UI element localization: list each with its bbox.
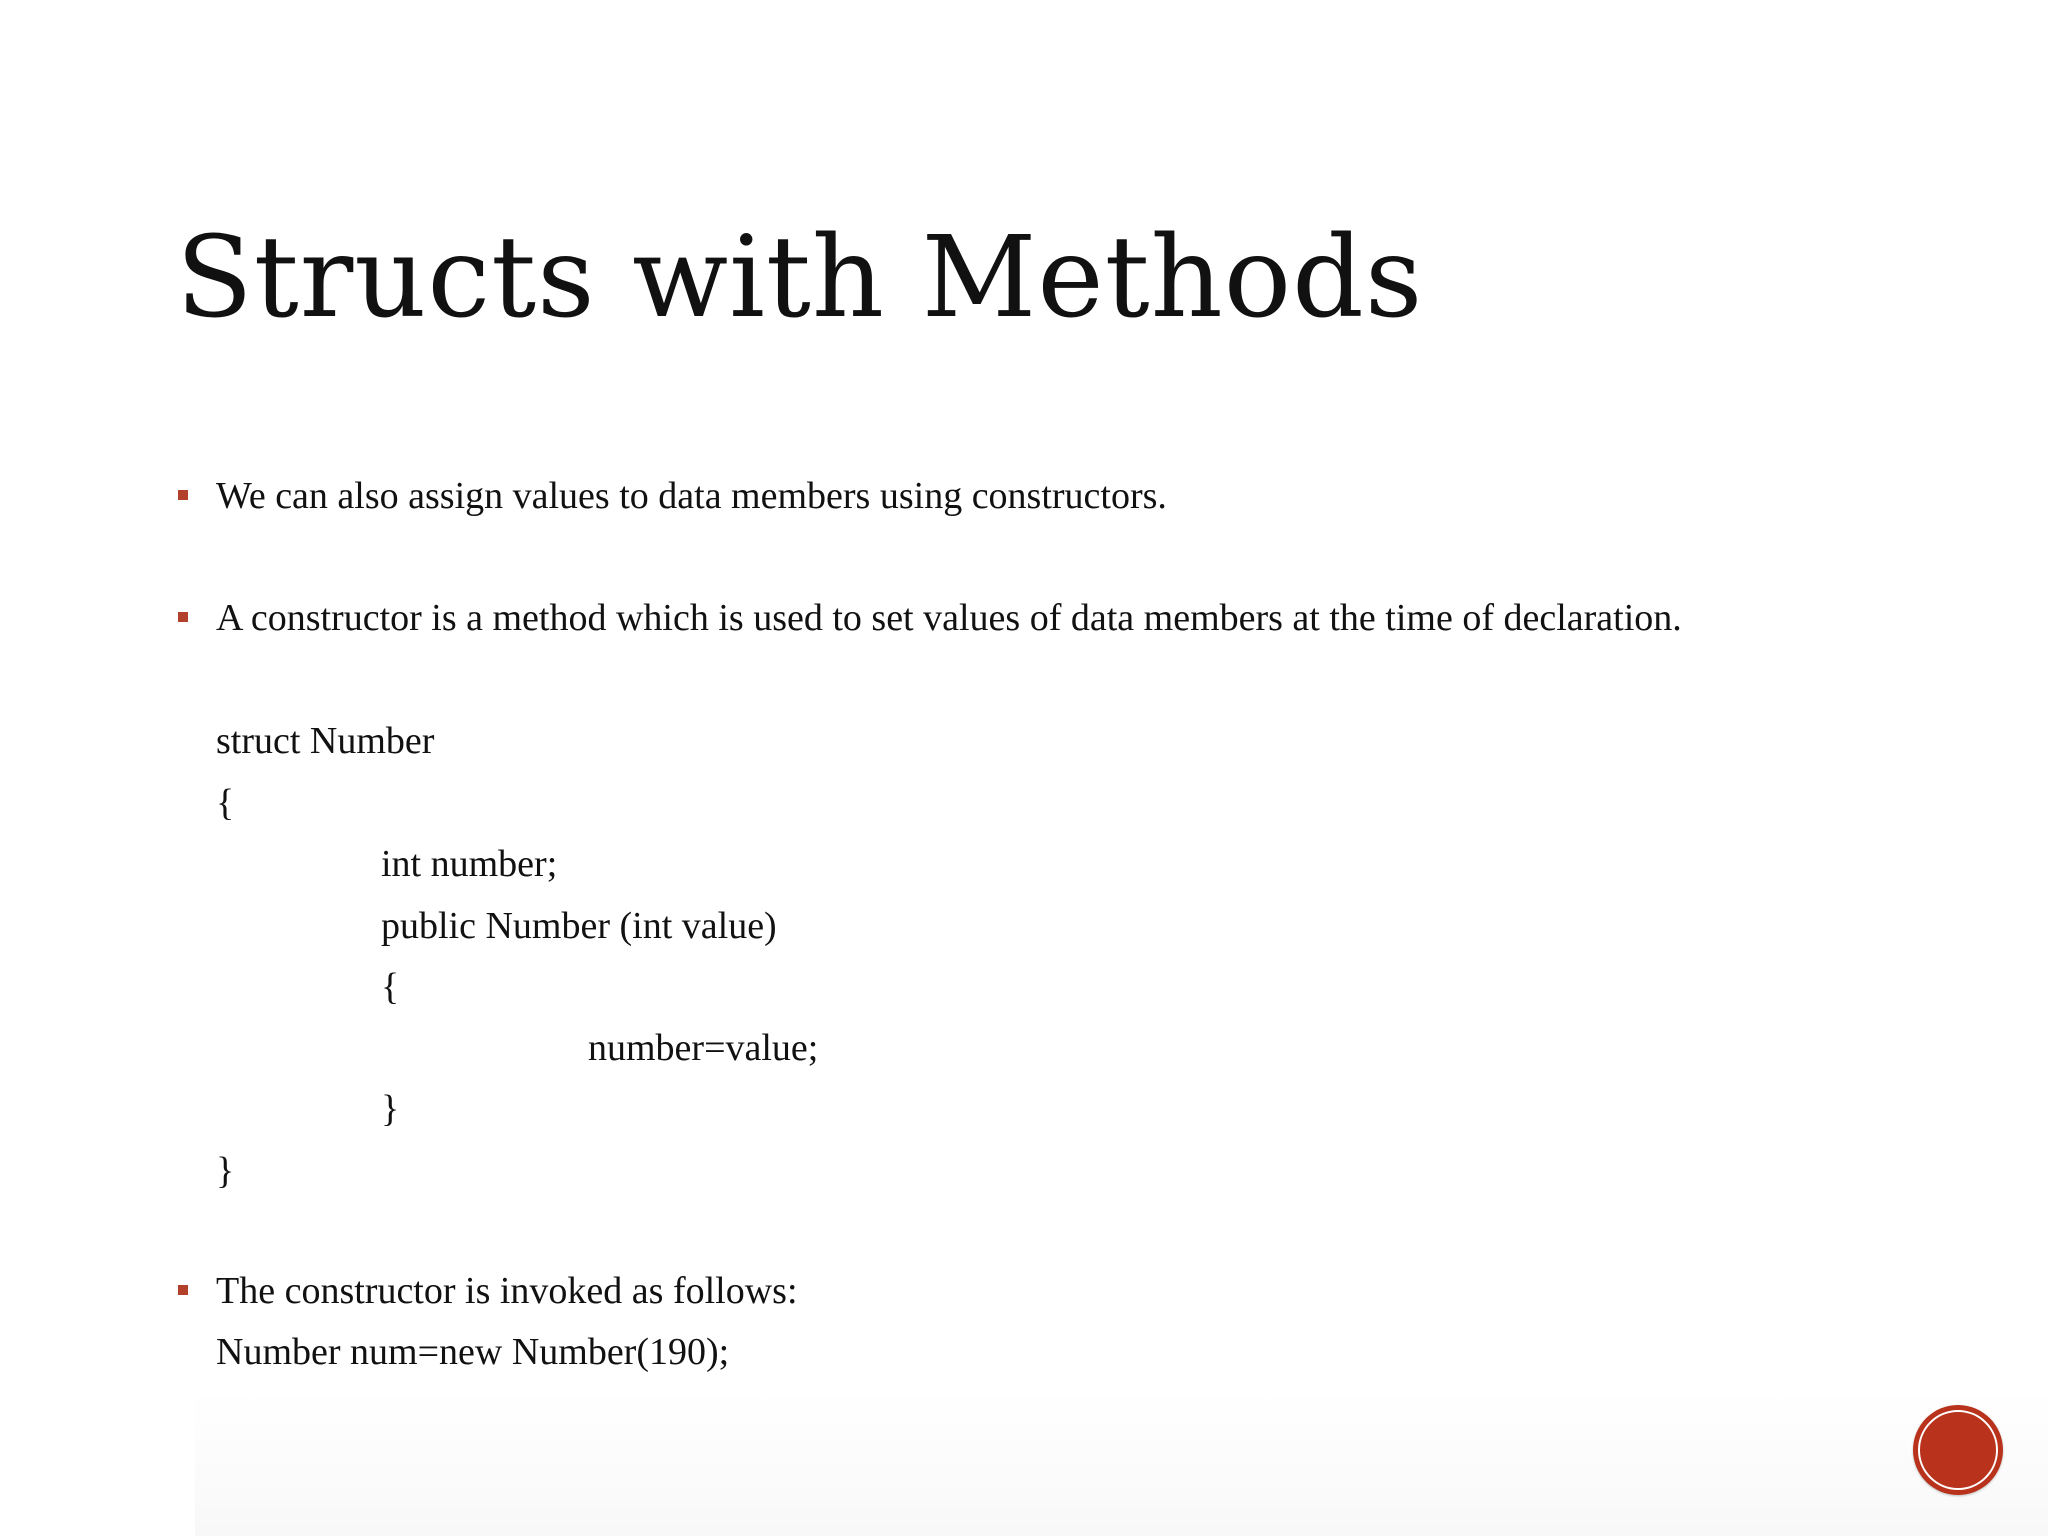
bullet-square-icon (178, 1285, 188, 1295)
bullet-square-icon (178, 612, 188, 622)
badge-ring (1918, 1410, 1998, 1490)
code-line: public Number (int value) (381, 905, 777, 947)
slide-number-badge-icon (1913, 1405, 2003, 1495)
slide-title: Structs with Methods (176, 213, 1424, 343)
code-line: struct Number (216, 720, 435, 762)
background-shade (195, 1390, 2048, 1536)
bullet-item-1 (216, 465, 1167, 527)
bullet-item-3 (216, 1260, 798, 1322)
code-line: { (216, 782, 235, 824)
code-line: { (381, 966, 400, 1008)
bullet-text: The constructor is invoked as follows: (216, 1270, 798, 1312)
code-line: } (381, 1088, 400, 1130)
invocation-line: Number num=new Number(190); (216, 1331, 730, 1373)
bullet-text: We can also assign values to data members using constructors. (216, 475, 1167, 517)
bullet-text: A constructor is a method which is used to set values of data members at the time of declaration. (216, 597, 1682, 639)
code-line: int number; (381, 843, 558, 885)
bullet-square-icon (178, 490, 188, 500)
code-line: } (216, 1150, 235, 1192)
code-line: number=value; (588, 1027, 819, 1069)
bullet-item-2 (216, 587, 1682, 649)
